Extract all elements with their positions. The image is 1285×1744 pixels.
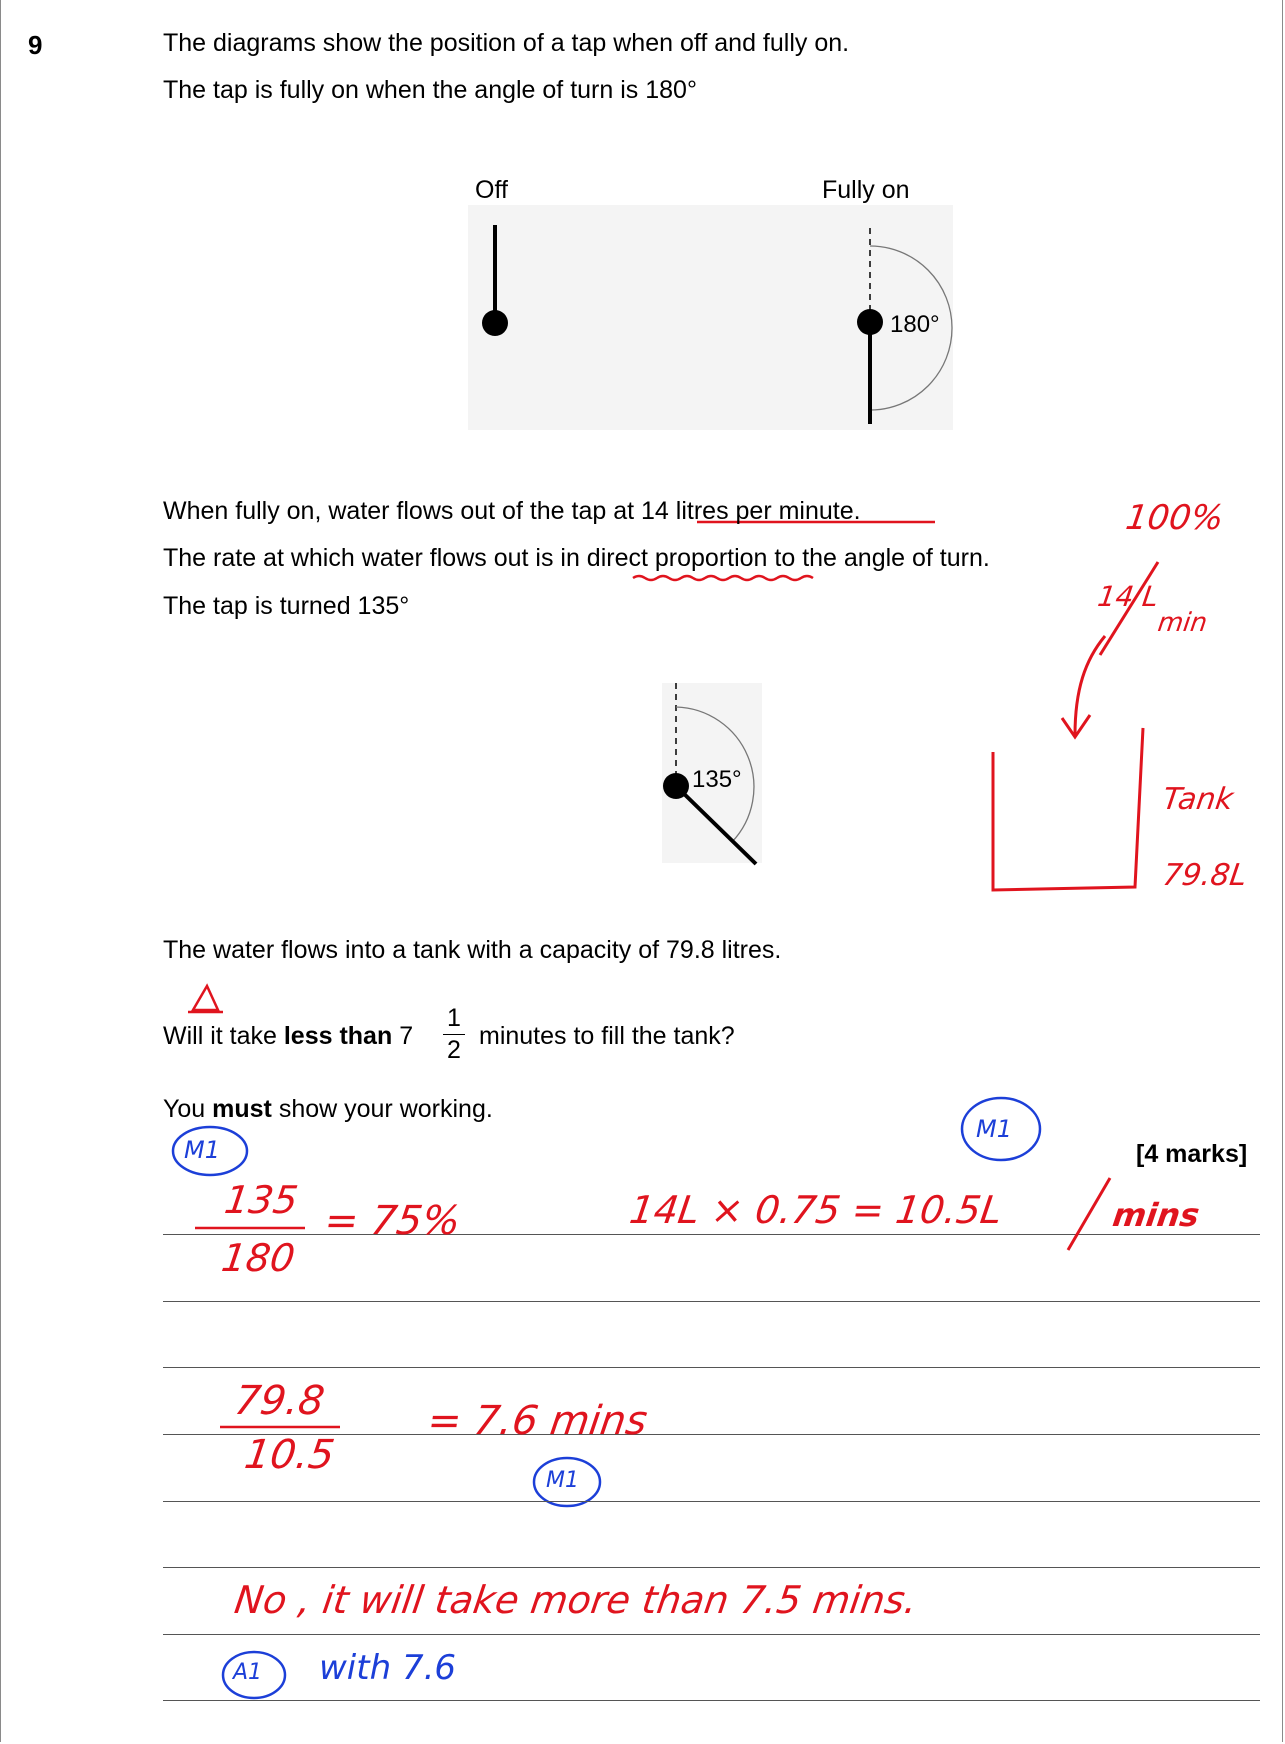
fraction-denominator: 2: [447, 1036, 461, 1064]
question-number: 9: [28, 30, 43, 60]
annotation-tank-label: Tank: [1160, 782, 1236, 817]
prompt-rest: show your working.: [271, 1095, 493, 1123]
off-label: Off: [475, 176, 508, 204]
frac2-numerator: 79.8: [231, 1378, 328, 1424]
fraction-numerator: 1: [447, 1004, 461, 1032]
question-suffix: minutes to fill the tank?: [479, 1022, 735, 1050]
prompt-must: must: [212, 1095, 272, 1123]
with-note: with 7.6: [319, 1648, 457, 1688]
prop-key: direct proportion: [586, 544, 768, 572]
mark-m1-left: M1: [184, 1136, 220, 1164]
annotation-rate-denominator: min: [1155, 608, 1210, 638]
fully-on-label: Fully on: [822, 176, 910, 204]
intro-line-2: The tap is fully on when the angle of turn is 180°: [163, 76, 697, 104]
frac1-numerator: 135: [221, 1178, 301, 1222]
annotation-100-percent: 100%: [1123, 498, 1227, 538]
angle-135-label: 135°: [692, 766, 742, 793]
frac1-denominator: 180: [218, 1236, 298, 1280]
frac1-result: = 75%: [321, 1198, 464, 1244]
tank-sentence: The water flows into a tank with a capacity of 79.8 litres.: [163, 936, 782, 964]
frac2-result: = 7.6 mins: [424, 1398, 651, 1444]
frac2-denominator: 10.5: [241, 1432, 338, 1478]
mark-a1: A1: [233, 1660, 263, 1685]
question-bold: less than: [283, 1022, 393, 1050]
question-whole: 7: [399, 1022, 414, 1050]
annotation-rate-numerator: 14 L: [1095, 580, 1161, 613]
flow-rate: 14 litres per minute.: [641, 497, 861, 525]
rate-unit: mins: [1110, 1196, 1202, 1234]
question-prefix-text: Will it take: [163, 1022, 284, 1050]
prop-prefix: The rate at which water flows out is in: [163, 544, 587, 572]
angle-180-label: 180°: [890, 311, 940, 338]
marks-label: [4 marks]: [1136, 1140, 1248, 1168]
mark-m1-bottom: M1: [546, 1468, 579, 1493]
intro-line-1: The diagrams show the position of a tap when off and fully on.: [163, 29, 850, 57]
conclusion: No , it will take more than 7.5 mins.: [231, 1578, 920, 1622]
mark-m1-right: M1: [976, 1115, 1012, 1143]
annotation-tank-capacity: 79.8L: [1160, 858, 1249, 893]
turned-sentence: The tap is turned 135°: [163, 592, 410, 620]
flow-prefix: When fully on, water flows out of the tap at: [163, 497, 642, 525]
prop-suffix: to the angle of turn.: [767, 544, 990, 572]
prompt-you: You: [163, 1095, 213, 1123]
rate-calculation: 14L × 0.75 = 10.5L: [626, 1188, 1006, 1232]
